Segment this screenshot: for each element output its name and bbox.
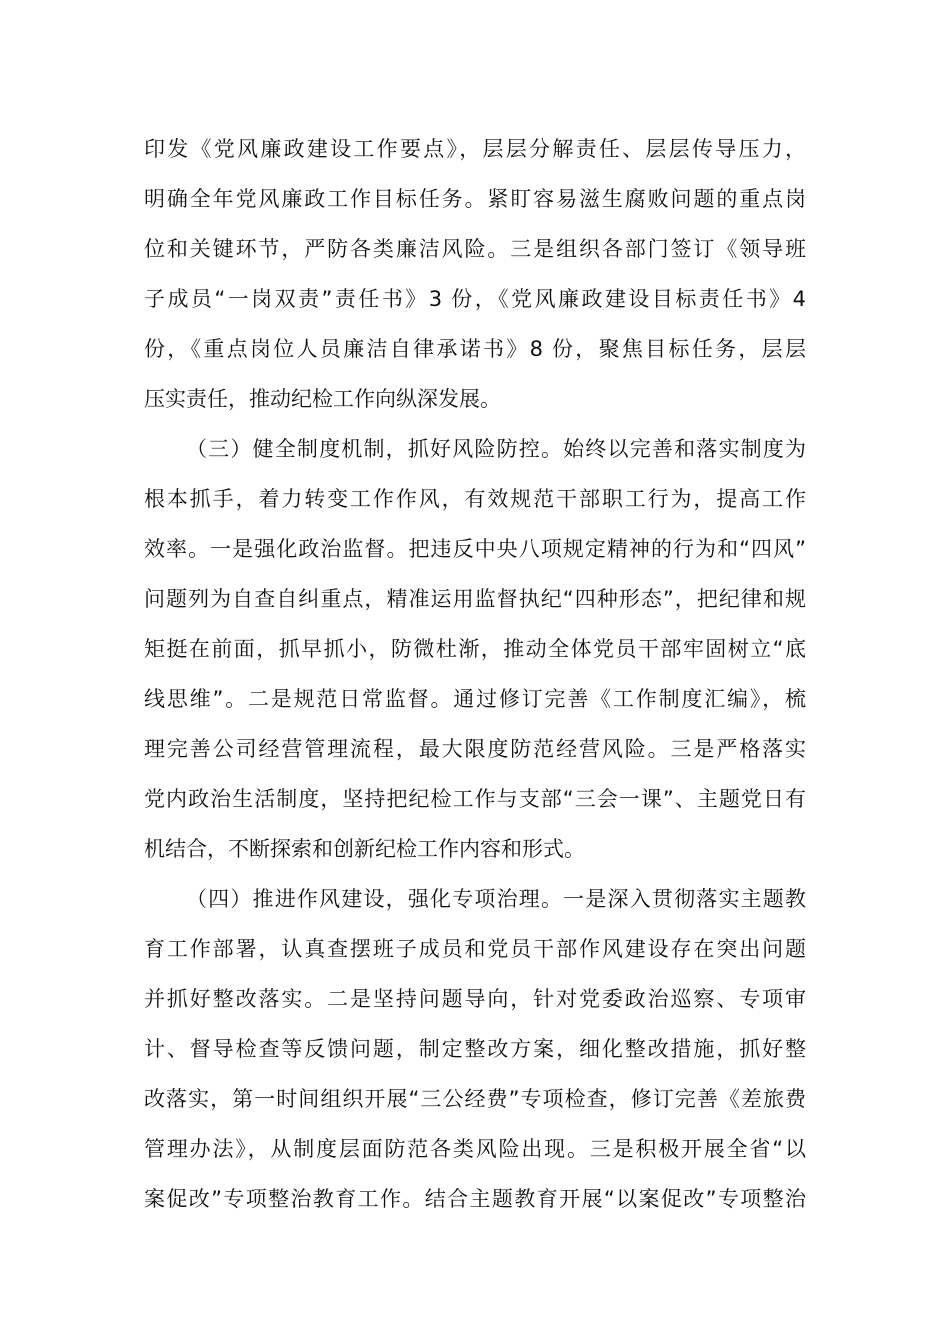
- text-line: 份，《重点岗位人员廉洁自律承诺书》8 份，聚焦目标任务，层层: [144, 337, 806, 361]
- text-line: 案促改”专项整治教育工作。结合主题教育开展“以案促改”专项整治: [144, 1187, 806, 1211]
- text-line: 子成员“一岗双责”责任书》3 份，《党风廉政建设目标责任书》4: [144, 287, 806, 311]
- paragraph-3-work-style: [144, 874, 806, 1224]
- text-line: 育工作部署，认真查摆班子成员和党员干部作风建设存在突出问题: [144, 937, 806, 961]
- text-line: 根本抓手，着力转变工作作风，有效规范干部职工行为，提高工作: [144, 487, 806, 511]
- text-line: 位和关键环节，严防各类廉洁风险。三是组织各部门签订《领导班: [144, 237, 806, 261]
- text-line: 并抓好整改落实。二是坚持问题导向，针对党委政治巡察、专项审: [144, 987, 806, 1011]
- paragraph-heading-line: （三）健全制度机制，抓好风险防控。始终以完善和落实制度为: [186, 437, 806, 461]
- text-line: 理完善公司经营管理流程，最大限度防范经营风险。三是严格落实: [144, 737, 806, 761]
- text-line: 明确全年党风廉政工作目标任务。紧盯容易滋生腐败问题的重点岗: [144, 187, 806, 211]
- text-line: 党内政治生活制度，坚持把纪检工作与支部“三会一课”、主题党日有: [144, 787, 806, 811]
- text-line: 线思维”。二是规范日常监督。通过修订完善《工作制度汇编》，梳: [144, 687, 806, 711]
- text-line: 计、督导检查等反馈问题，制定整改方案，细化整改措施，抓好整: [144, 1037, 806, 1061]
- text-line: 改落实，第一时间组织开展“三公经费”专项检查，修订完善《差旅费: [144, 1087, 806, 1111]
- paragraph-1: [144, 124, 806, 424]
- text-line: 机结合，不断探索和创新纪检工作内容和形式。: [144, 837, 585, 861]
- paragraph-heading-line: （四）推进作风建设，强化专项治理。一是深入贯彻落实主题教: [186, 887, 806, 911]
- text-line: 效率。一是强化政治监督。把违反中央八项规定精神的行为和“四风”: [144, 537, 806, 561]
- text-line: 矩挺在前面，抓早抓小，防微杜渐，推动全体党员干部牢固树立“底: [144, 637, 806, 661]
- text-line: 问题列为自查自纠重点，精准运用监督执纪“四种形态”，把纪律和规: [144, 587, 806, 611]
- text-line: 压实责任，推动纪检工作向纵深发展。: [144, 387, 501, 411]
- text-line: 印发《党风廉政建设工作要点》，层层分解责任、层层传导压力，: [144, 137, 806, 161]
- document-body: [144, 124, 806, 1224]
- paragraph-2-institution-mechanism: [144, 424, 806, 874]
- text-line: 管理办法》，从制度层面防范各类风险出现。三是积极开展全省“以: [144, 1137, 806, 1161]
